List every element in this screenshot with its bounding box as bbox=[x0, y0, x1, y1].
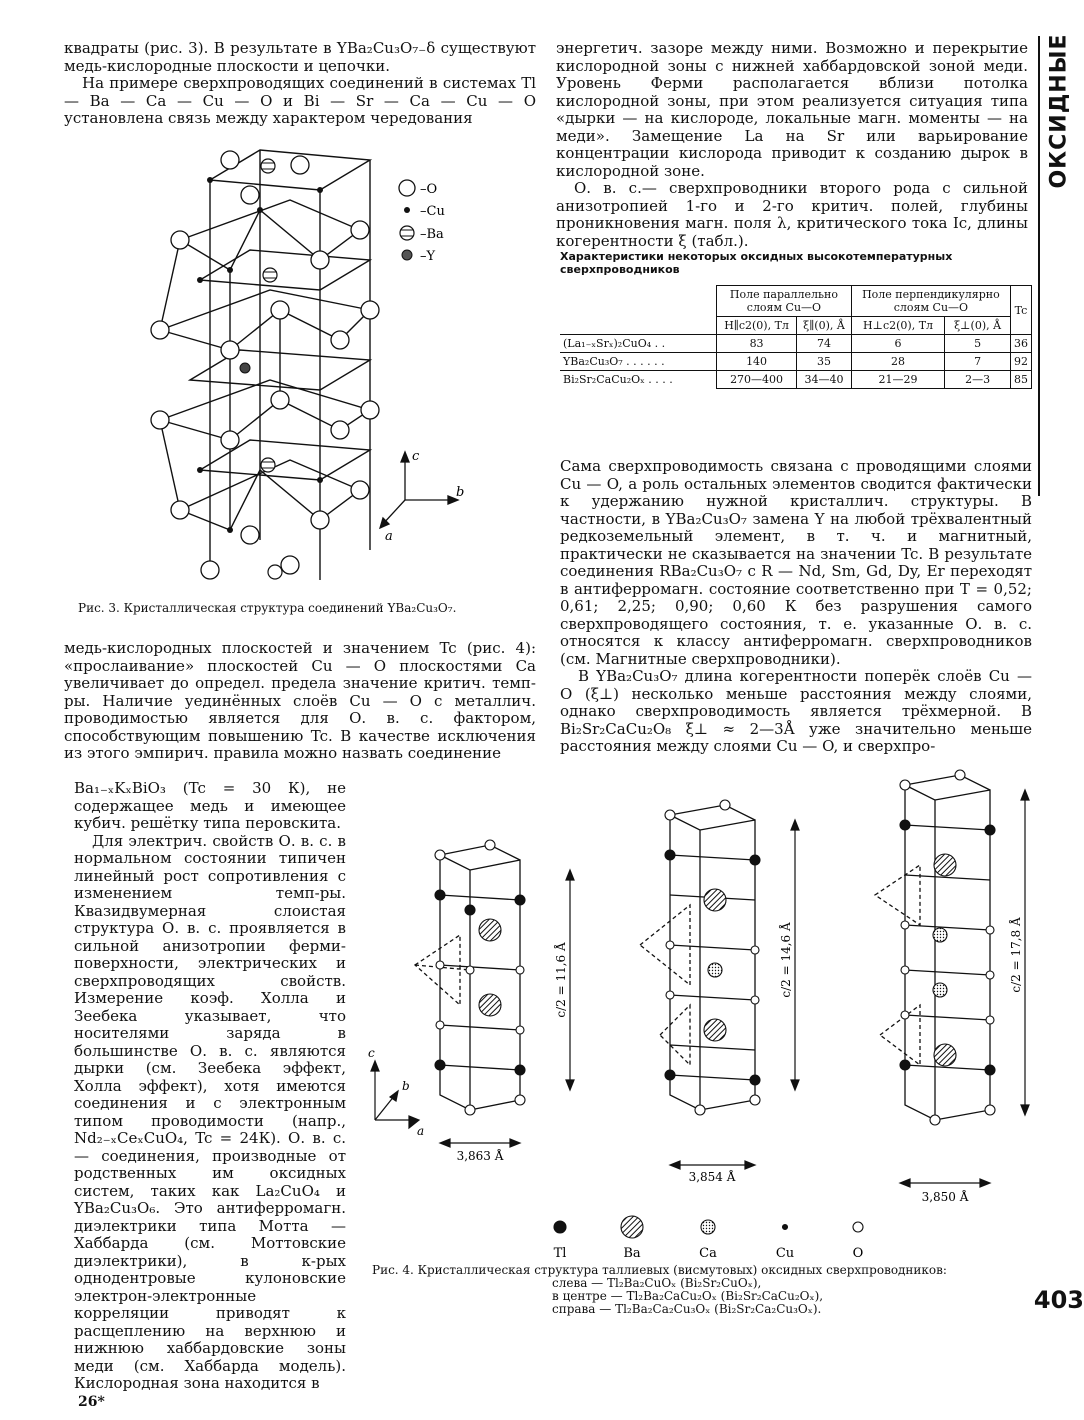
fig4-caption-line: справа — Tl₂Ba₂Ca₂Cu₃Oₓ (Bi₂Sr₂Ca₂Cu₃Oₓ). bbox=[552, 1302, 822, 1316]
properties-table bbox=[560, 285, 1032, 389]
fig4-structure-left bbox=[415, 845, 520, 1110]
fig3-crystal-structure bbox=[120, 140, 540, 590]
fig4-caption-line: в центре — Tl₂Ba₂CaCu₂Oₓ (Bi₂Sr₂CaCu₂Oₓ), bbox=[552, 1289, 824, 1303]
table-col-xi-perp: ξ⊥(0), Å bbox=[945, 317, 1011, 335]
signature-mark: 26* bbox=[78, 1394, 105, 1410]
fig4-dim-right: c/2 = 17,8 Å bbox=[1009, 917, 1023, 993]
paragraph: Ba₁₋ₓKₓBiO₃ (Tc = 30 К), не содержащее медь и имеющее кубич. решётку типа перовскита. bbox=[74, 779, 346, 832]
table-cell: 5 bbox=[945, 335, 1011, 353]
side-heading bbox=[1042, 33, 1076, 189]
table-cell: 74 bbox=[797, 335, 852, 353]
table-corner bbox=[560, 286, 717, 317]
fig4-legend-ca: Ca bbox=[699, 1246, 717, 1261]
left-column-top bbox=[64, 40, 536, 128]
paragraph: В YBa₂Cu₃O₇ длина когерентности поперёк слоёв Cu — O (ξ⊥) несколько меньше расстояния между слоями, однако сверхпроводимость является трёхмерной. В Bi₂Sr₂CaCu₂O₈ ξ⊥ ≈ 2—3Å уже значительно меньше расстояния между слоями Cu — O, и сверхпро- bbox=[560, 667, 1032, 755]
fig4-a-left: 3,863 Å bbox=[456, 1149, 504, 1163]
fig4-caption-line: Рис. 4. Кристаллическая структура таллиевых (висмутовых) оксидных сверхпроводников: bbox=[372, 1263, 947, 1277]
table-cell: 6 bbox=[851, 335, 944, 353]
table-cell: 28 bbox=[851, 353, 944, 371]
table-col-hc2-par: H∥c2(0), Тл bbox=[717, 317, 797, 335]
fig4-a-middle: 3,854 Å bbox=[688, 1170, 736, 1184]
fig4-legend-tl: Tl bbox=[553, 1246, 567, 1261]
paragraph: квадраты (рис. 3). В результате в YBa₂Cu₃O₇₋δ существуют медь-кислородные плоскости и цепочки. bbox=[64, 39, 536, 75]
table-subheader-row bbox=[560, 317, 1032, 335]
table-cell: 83 bbox=[717, 335, 797, 353]
side-heading-text: ОКСИДНЫЕ bbox=[1046, 33, 1072, 189]
table-caption: Характеристики некоторых оксидных высокотемпературных сверхпроводников bbox=[560, 250, 953, 276]
fig4-dim-middle: c/2 = 14,6 Å bbox=[779, 922, 793, 998]
table-cell-name: Bi₂Sr₂CaCu₂Oₓ . . . . bbox=[560, 371, 717, 389]
fig4-caption bbox=[372, 1264, 1042, 1316]
fig4-axes bbox=[371, 1061, 419, 1128]
fig4-a-right: 3,850 Å bbox=[921, 1190, 969, 1204]
table-col-hc2-perp: H⊥c2(0), Тл bbox=[851, 317, 944, 335]
fig3-caption: Рис. 3. Кристаллическая структура соединений YBa₂Cu₃O₇. bbox=[78, 601, 457, 615]
table-row bbox=[560, 353, 1032, 371]
fig4-caption-line: слева — Tl₂Ba₂CuOₓ (Bi₂Sr₂CuOₓ), bbox=[552, 1276, 762, 1290]
left-column-narrow bbox=[74, 780, 346, 1393]
side-rule bbox=[1038, 36, 1040, 496]
table-cell: 34—40 bbox=[797, 371, 852, 389]
fig4-structure-middle bbox=[640, 805, 755, 1110]
fig4-crystal-structures bbox=[360, 765, 1060, 1265]
fig4-legend-o: O bbox=[852, 1246, 864, 1261]
fig4-axis-a: a bbox=[417, 1124, 425, 1138]
right-column-mid bbox=[560, 458, 1032, 756]
table-cell: 36 bbox=[1010, 335, 1031, 353]
paragraph: О. в. с.— сверхпроводники второго рода с сильной анизотропией 1-го и 2-го критич. полей, глубины проникновения магн. поля λ, критического тока Ic, длины когерентности ξ (табл.). bbox=[556, 179, 1028, 250]
fig3-legend-o: –O bbox=[420, 182, 438, 197]
table-corner bbox=[560, 317, 717, 335]
fig4-dim-left: c/2 = 11,6 Å bbox=[554, 942, 568, 1018]
table-cell: 270—400 bbox=[717, 371, 797, 389]
table-col-xi-par: ξ∥(0), Å bbox=[797, 317, 852, 335]
table-cell: 7 bbox=[945, 353, 1011, 371]
table-group-parallel: Поле параллельно слоям Cu—O bbox=[717, 286, 852, 317]
paragraph: медь-кислородных плоскостей и значением Tc (рис. 4): «прослаивание» плоскостей Cu — O плоскостями Ca увеличивает до определ. предела значение критич. темп-ры. Наличие уединённых слоёв Cu — O с металлич. проводимостью является для О. в. с. фактором, способствующим повышению Tc. В качестве исключения из этого эмпирич. правила можно назвать соединение bbox=[64, 639, 536, 762]
table-cell: 92 bbox=[1010, 353, 1031, 371]
fig4-axis-c: c bbox=[368, 1046, 375, 1060]
table-cell: 85 bbox=[1010, 371, 1031, 389]
paragraph: Для электрич. свойств О. в. с. в нормальном состоянии типичен линейный рост сопротивления с изменением темп-ры. Квазидвумерная слоистая структура О. в. с. проявляется в сильной анизотропии ферми-поверхности, электрических и сверхпроводящих свойств. Измерение коэф. Холла и Зеебека указывает, что носителями заряда в большинстве О. в. с. являются дырки (см. Зеебека эффект, Холла эффект), хотя имеются соединения и с электронным типом проводимости (напр., Nd₂₋ₓCeₓCuO₄, Tc = 24К). О. в. с.— соединения, производные от родственных им оксидных систем, таких как La₂CuO₄ и YBa₂Cu₃O₆. Это антиферромагн. диэлектрики типа Мотта — Хаббарда (см. Моттовские диэлектрики), в к-рых однодентровые кулоновские электрон-электронные корреляции приводят к расщеплению на верхнюю и нижнюю хаббардовские зоны меди (см. Хаббарда модель). Кислородная зона находится в bbox=[74, 831, 346, 1392]
table-group-perpendicular: Поле перпендикулярно слоям Cu—O bbox=[851, 286, 1010, 317]
table-row bbox=[560, 335, 1032, 353]
fig3-legend-ba: –Ba bbox=[420, 227, 444, 242]
fig3-legend-cu: –Cu bbox=[420, 204, 445, 219]
fig3-axis-a: a bbox=[385, 529, 393, 544]
table-cell: 21—29 bbox=[851, 371, 944, 389]
table-row bbox=[560, 371, 1032, 389]
fig3-axis-b: b bbox=[456, 485, 465, 500]
fig4-legend bbox=[554, 1216, 863, 1238]
table-cell-name: (La₁₋ₓSrₓ)₂CuO₄ . . bbox=[560, 335, 717, 353]
table-cell: 140 bbox=[717, 353, 797, 371]
table-cell: 35 bbox=[797, 353, 852, 371]
paragraph: На примере сверхпроводящих соединений в системах Tl — Ba — Ca — Cu — O и Bi — Sr — Ca — Cu — O установлена связь между характером чередования bbox=[64, 74, 536, 127]
page-number: 403 bbox=[1033, 1286, 1084, 1314]
table-header-row bbox=[560, 286, 1032, 317]
table-cell: 2—3 bbox=[945, 371, 1011, 389]
left-column-mid bbox=[64, 640, 536, 763]
right-column-top bbox=[556, 40, 1028, 250]
table-cell-name: YBa₂Cu₃O₇ . . . . . . bbox=[560, 353, 717, 371]
fig3-legend bbox=[399, 180, 415, 260]
fig4-legend-cu: Cu bbox=[775, 1246, 795, 1261]
fig4-structure-right bbox=[875, 775, 990, 1120]
fig3-axis-c: c bbox=[412, 449, 420, 464]
fig4-axis-b: b bbox=[402, 1079, 410, 1093]
fig3-legend-y: –Y bbox=[420, 249, 436, 264]
paragraph: Сама сверхпроводимость связана с проводящими слоями Cu — O, а роль остальных элементов сводится фактически к удержанию нужной кристаллич. структуры. В частности, в YBa₂Cu₃O₇ замена Y на любой трёхвалентный редкоземельный элемент, в т. ч. и магнитный, практически не сказывается на значении Tc. В результате соединения RBa₂Cu₃O₇ с R — Nd, Sm, Gd, Dy, Er переходят в антиферромагн. состояние соответственно при T = 0,52; 0,61; 2,25; 0,90; 0,60 К без разрушения самого сверхпроводящего состояния, т. е. указанные О. в. с. относятся к классу антиферромагн. сверхпроводников (см. Магнитные сверхпроводники). bbox=[560, 457, 1032, 668]
paragraph: энергетич. зазоре между ними. Возможно и перекрытие кислородной зоны с нижней хаббардовской зоной меди. Уровень Ферми располагается вблизи потолка кислородной зоны, при этом реализуется ситуация типа «дырки — на кислороде, локальные магн. моменты — на меди». Замещение La на Sr или варьирование концентрации кислорода приводит к созданию дырок в кислородной зоне. bbox=[556, 39, 1028, 180]
table-col-tc: Tc bbox=[1010, 286, 1031, 335]
fig4-legend-ba: Ba bbox=[623, 1246, 641, 1261]
